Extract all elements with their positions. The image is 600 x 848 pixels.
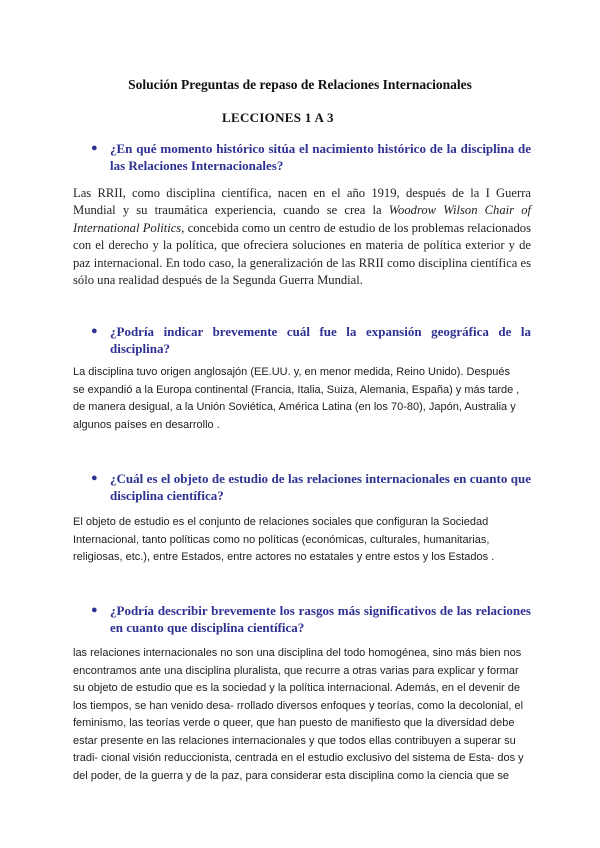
- answer-4-line: los tiempos, se han venido desa- rrollado diversos enfoques y teorías, como la decolonial, el: [73, 699, 524, 712]
- answer-1-italic: Woodrow Wilson Chair of International Politics: [73, 203, 531, 235]
- bullet-icon: ●: [91, 325, 98, 337]
- answer-1: [73, 185, 531, 289]
- answer-2-line: La disciplina tuvo origen anglosajón (EE.UU. y, en menor medida, Reino Unido). Después: [73, 366, 510, 378]
- answer-2: [73, 364, 531, 434]
- answer-3-line: religiosas, etc.), entre Estados, entre actores no estatales y entre estos y los Estados .: [73, 551, 495, 563]
- answer-1-part1: Las RRII, como disciplina científica, nacen en el año 1919, después de la I Guerra Mundial y su traumática experiencia, cuando se crea la: [73, 186, 531, 218]
- answer-4-line: feminismo, las teorías verde o queer, que han puesto de manifiesto que la diversidad debe: [73, 717, 515, 729]
- answer-3-line: El objeto de estudio es el conjunto de relaciones sociales que configuran la Sociedad: [73, 516, 489, 528]
- question-3-text: ¿Cuál es el objeto de estudio de las relaciones internacionales en cuanto que disciplina científica?: [110, 471, 531, 503]
- question-4: [73, 602, 531, 636]
- answer-1-part2: , concebida como un centro de estudio de los problemas relacionados con el derecho y la política, que ofreciera soluciones en materia de política exterior y de paz internacional. En todo caso, la generalización de las RRII como disciplina científica es sólo una realidad después de la Segunda Guerra Mundial.: [73, 220, 531, 288]
- lessons-heading: LECCIONES 1 A 3: [222, 110, 334, 125]
- answer-2-line: de manera desigual, a la Unión Soviética, América Latina (en los 70-80), Japón, Australia y: [73, 401, 516, 413]
- answer-4-line: del poder, de la guerra y de la paz, para considerar esta disciplina como la ciencia que se: [73, 769, 509, 782]
- answer-3-line: Internacional, tanto políticas como no políticas (económicas, culturales, humanitarias,: [73, 533, 490, 546]
- document-title: Solución Preguntas de repaso de Relaciones Internacionales: [128, 77, 472, 92]
- answer-4-line: encontramos ante una disciplina pluralista, que recurre a otras varias para explicar y formar: [73, 664, 519, 677]
- bullet-icon: ●: [91, 142, 98, 154]
- question-4-text: ¿Podría describir brevemente los rasgos más significativos de las relaciones en cuanto que disciplina científica?: [110, 603, 531, 635]
- question-1-text: ¿En qué momento histórico sitúa el nacimiento histórico de la disciplina de las Relaciones Internacionales?: [110, 141, 531, 173]
- answer-3: [73, 514, 531, 567]
- question-2: [73, 323, 531, 357]
- bullet-icon: ●: [91, 604, 98, 616]
- question-3: [73, 470, 531, 504]
- answer-4-line: las relaciones internacionales no son una disciplina del todo homogénea, sino más bien nos: [73, 647, 522, 659]
- bullet-icon: ●: [91, 472, 98, 484]
- answer-4-line: estar presente en las relaciones internacionales y que todos ellas contribuyen a superar su: [73, 734, 516, 747]
- answer-4-line: tradi- cional visión reduccionista, centrada en el estudio exclusivo del sistema de Esta- dos y: [73, 752, 524, 764]
- answer-4-line: su objeto de estudio que es la sociedad y la política internacional. Además, en el devenir de: [73, 682, 521, 694]
- answer-2-line: algunos países en desarrollo .: [73, 418, 220, 431]
- answer-4: [73, 645, 531, 785]
- question-2-text: ¿Podría indicar brevemente cuál fue la expansión geográfica de la disciplina?: [110, 324, 531, 356]
- answer-2-line: se expandió a la Europa continental (Francia, Italia, Suiza, Alemania, España) y más tarde ,: [73, 383, 520, 396]
- question-1: [73, 140, 531, 174]
